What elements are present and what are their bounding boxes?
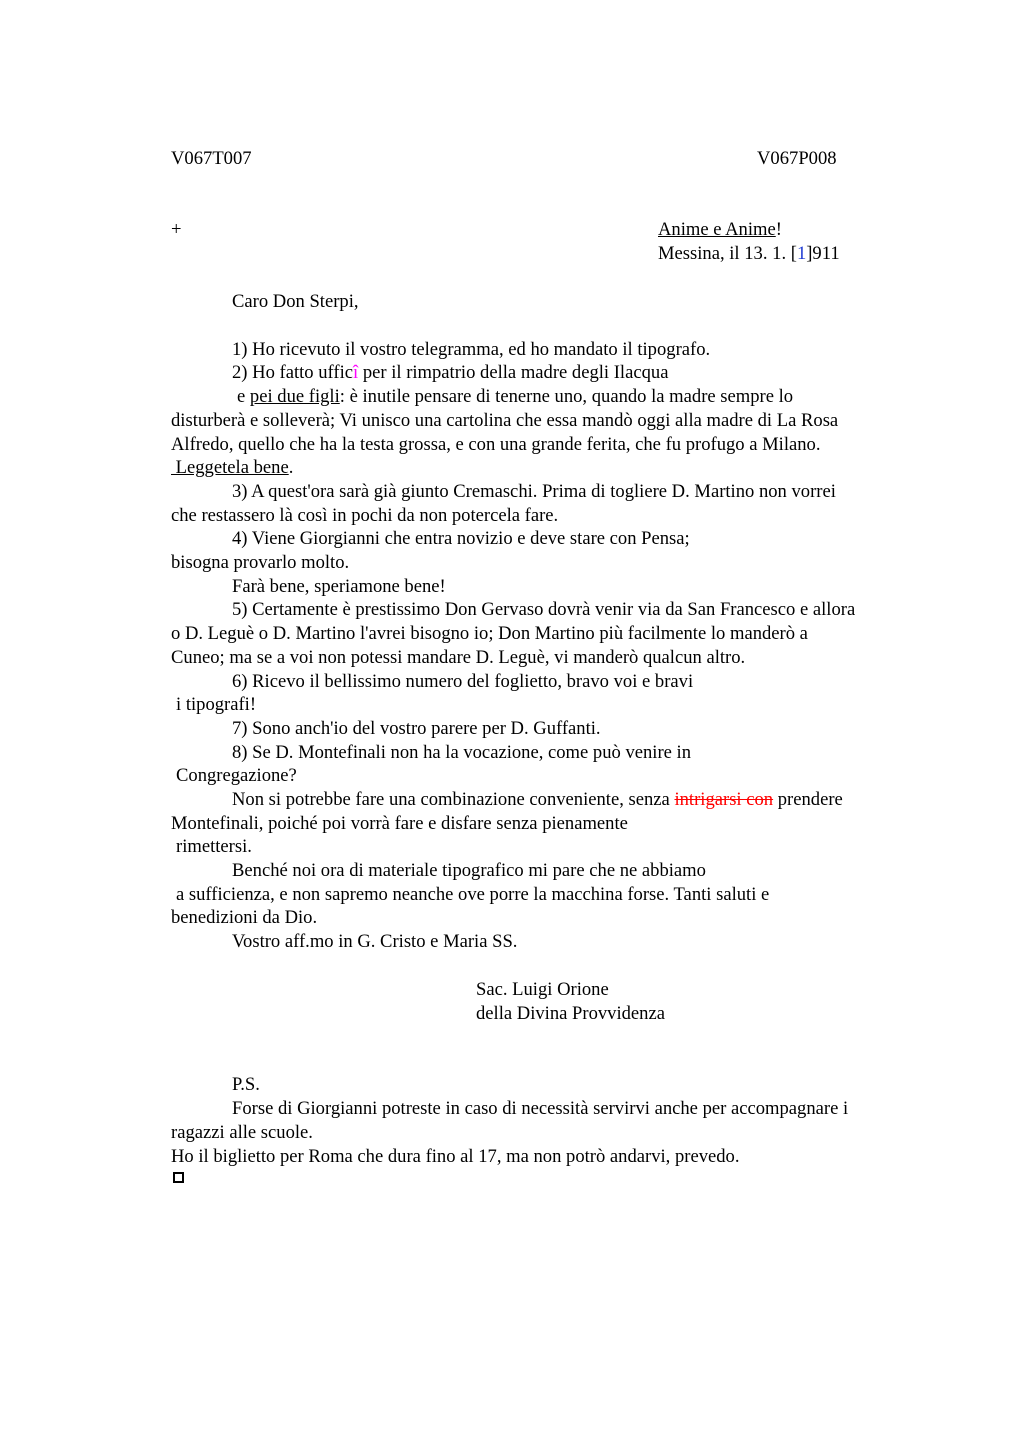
text-run: prendere (773, 789, 843, 810)
text-run: . (288, 457, 294, 478)
body-line: 5) Certamente è prestissimo Don Gervaso dovrà venir via da San Francesco e allora (232, 599, 856, 620)
postscript-line: ragazzi alle scuole. (171, 1122, 313, 1143)
underlined-text: Leggetela bene (171, 457, 289, 478)
postscript-label: P.S. (232, 1074, 260, 1095)
highlighted-char: î (353, 362, 359, 383)
dateline-suffix: ]911 (806, 243, 840, 264)
body-line: rimettersi. (176, 836, 252, 857)
body-line: Alfredo, quello che ha la testa grossa, e con una grande ferita, che fu profugo a Milano. (171, 434, 821, 455)
body-line: che restassero là così in pochi da non potercela fare. (171, 505, 559, 526)
body-line: 1) Ho ricevuto il vostro telegramma, ed ho mandato il tipografo. (232, 339, 711, 360)
header-left-code: V067T007 (171, 148, 252, 169)
text-run: per il rimpatrio della madre degli Ilacqua (358, 362, 669, 383)
struck-text: intrigarsi con (674, 789, 774, 810)
signature-title: della Divina Provvidenza (476, 1003, 665, 1024)
body-line: a sufficienza, e non sapremo neanche ove porre la macchina forse. Tanti saluti e (176, 884, 770, 905)
body-line (171, 456, 293, 480)
underlined-text: pei due figli (249, 386, 340, 407)
salutation: Caro Don Sterpi, (232, 291, 359, 312)
body-line: Congregazione? (176, 765, 297, 786)
text-run: 2) Ho fatto uffic (232, 362, 353, 383)
body-line: i tipografi! (176, 694, 257, 715)
body-line: 3) A quest'ora sarà già giunto Cremaschi. Prima di togliere D. Martino non vorrei (232, 481, 836, 502)
dateline-prefix: Messina, il 13. 1. [ (658, 243, 797, 264)
body-line: Farà bene, speriamone bene! (232, 576, 446, 597)
checkbox-square-icon (173, 1172, 184, 1183)
postscript-line: Forse di Giorgianni potreste in caso di necessità servirvi anche per accompagnare i (232, 1098, 849, 1119)
body-line: o D. Leguè o D. Martino l'avrei bisogno io; Don Martino più facilmente lo manderò a (171, 623, 808, 644)
motto-text: Anime e Anime (658, 219, 776, 240)
text-run: Non si potrebbe fare una combinazione conveniente, senza (232, 789, 675, 810)
body-line: benedizioni da Dio. (171, 907, 318, 928)
body-line (232, 361, 668, 385)
body-line (232, 788, 843, 812)
body-line: 4) Viene Giorgianni che entra novizio e deve stare con Pensa; (232, 528, 690, 549)
motto (658, 218, 782, 242)
text-run: : è inutile pensare di tenerne uno, quando la madre sempre lo (339, 386, 794, 407)
closing-line: Vostro aff.mo in G. Cristo e Maria SS. (232, 931, 518, 952)
dateline (658, 242, 840, 266)
body-line: 7) Sono anch'io del vostro parere per D. Guffanti. (232, 718, 601, 739)
header-right-code: V067P008 (757, 148, 837, 169)
body-line: bisogna provarlo molto. (171, 552, 350, 573)
body-line: 6) Ricevo il bellissimo numero del foglietto, bravo voi e bravi (232, 671, 694, 692)
body-line: Cuneo; ma se a voi non potessi mandare D. Leguè, vi manderò qualcun altro. (171, 647, 746, 668)
body-line: disturberà e solleverà; Vi unisco una cartolina che essa mandò oggi alla madre di La Rosa (171, 410, 839, 431)
body-line: Montefinali, poiché poi vorrà fare e disfare senza pienamente (171, 813, 628, 834)
dateline-bracket-digit: 1 (796, 243, 807, 264)
body-line (237, 385, 793, 409)
body-line: 8) Se D. Montefinali non ha la vocazione, come può venire in (232, 742, 692, 763)
body-line: Benché noi ora di materiale tipografico mi pare che ne abbiamo (232, 860, 706, 881)
motto-suffix: ! (775, 219, 782, 240)
postscript-line: Ho il biglietto per Roma che dura fino al 17, ma non potrò andarvi, prevedo. (171, 1146, 740, 1167)
text-run: e (237, 386, 250, 407)
signature-name: Sac. Luigi Orione (476, 979, 609, 1000)
cross-symbol: + (171, 219, 182, 240)
